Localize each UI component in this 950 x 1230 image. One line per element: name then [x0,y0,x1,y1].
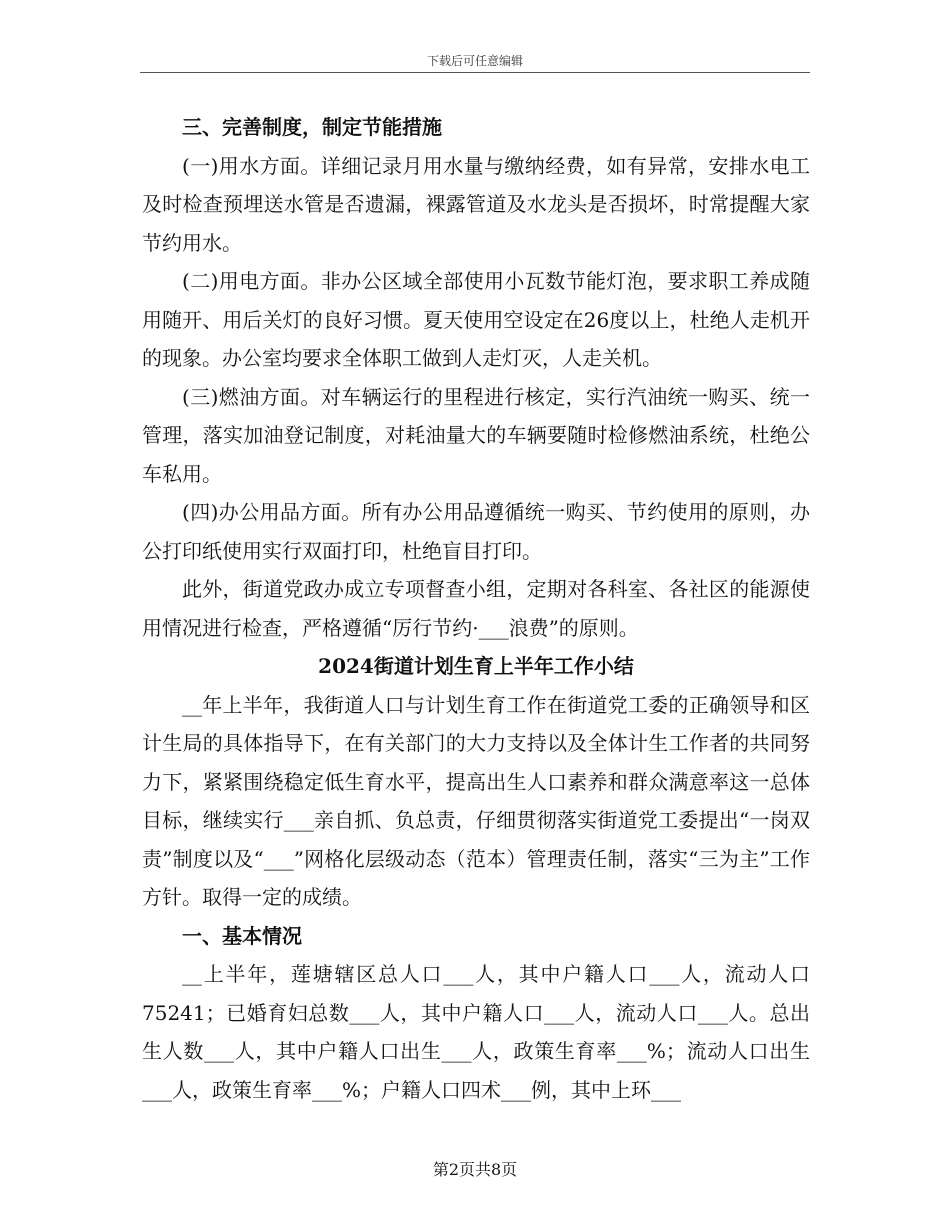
document-body [142,108,810,1109]
paragraph-basic-info: __上半年，莲塘辖区总人口___人，其中户籍人口___人，流动人口75241；已婚育妇总数___人，其中户籍人口___人，流动人口___人。总出生人数___人，其中户籍人口出生___人，政策生育率___%；流动人口出生___人，政策生育率___%；户籍人口四术___例，其中上环___ [142,962,810,1102]
paragraph-office-supplies: (四)办公用品方面。所有办公用品遵循统一购买、节约使用的原则，办公打印纸使用实行双面打印，杜绝盲目打印。 [142,500,810,563]
paragraph-fuel: (三)燃油方面。对车辆运行的里程进行核定，实行汽油统一购买、统一管理，落实加油登记制度，对耗油量大的车辆要随时检修燃油系统，杜绝公车私用。 [142,384,810,486]
page-header: 下载后可任意编辑 [426,54,523,68]
page-number: 第2页共8页 [432,1160,518,1179]
paragraph-inspection: 此外，街道党政办成立专项督查小组，定期对各科室、各社区的能源使用情况进行检查，严格遵循“厉行节约·___浪费”的原则。 [142,577,810,640]
paragraph-water: (一)用水方面。详细记录月用水量与缴纳经费，如有异常，安排水电工及时检查预埋送水管是否遗漏，裸露管道及水龙头是否损坏，时常提醒大家节约用水。 [142,153,810,255]
section-heading-3: 三、完善制度，制定节能措施 [182,115,442,139]
header-divider [140,72,810,73]
document-title: 2024街道计划生育上半年工作小结 [318,654,634,678]
section-heading-1: 一、基本情况 [182,923,302,948]
paragraph-intro: __年上半年，我街道人口与计划生育工作在街道党工委的正确领导和区计生局的具体指导下，在有关部门的大力支持以及全体计生工作者的共同努力下，紧紧围绕稳定低生育水平，提高出生人口素养和群众满意率这一总体目标，继续实行___亲自抓、负总责，仔细贯彻落实街道党工委提出“一岗双责”制度以及“___”网格化层级动态（范本）管理责任制，落实“三为主”工作方针。取得一定的成绩。 [142,692,810,909]
paragraph-electricity: (二)用电方面。非办公区域全部使用小瓦数节能灯泡，要求职工养成随用随开、用后关灯的良好习惯。夏天使用空设定在26度以上，杜绝人走机开的现象。办公室均要求全体职工做到人走灯灭，人走关机。 [142,269,810,370]
